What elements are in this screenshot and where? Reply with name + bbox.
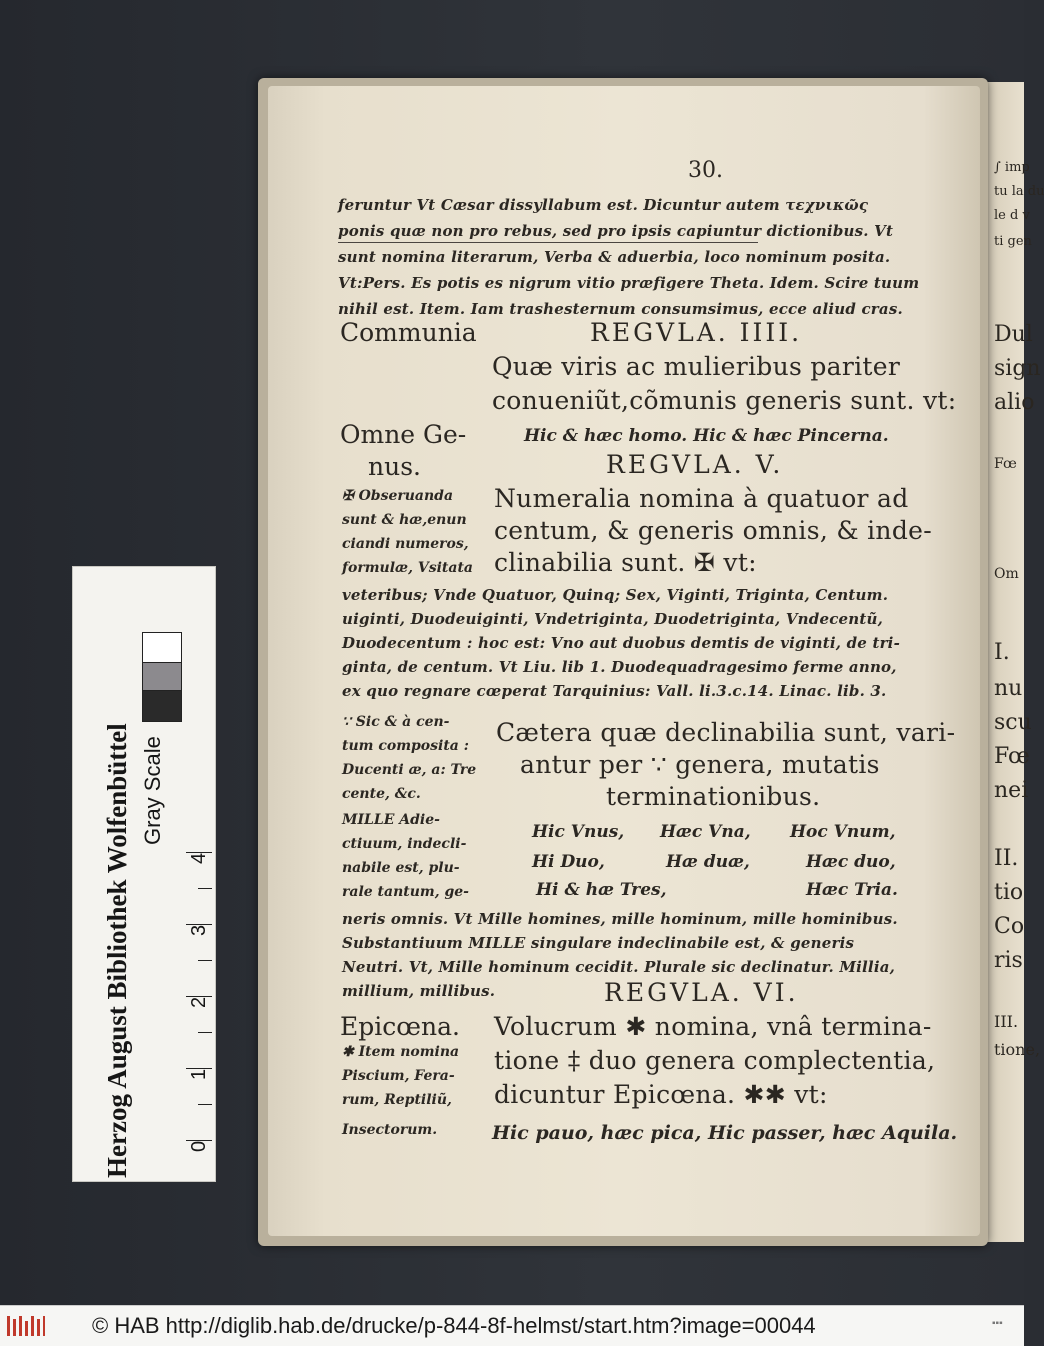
next-page-line: alio <box>994 390 1035 415</box>
ruler-number: 2 <box>188 996 210 1008</box>
next-page-line: tio <box>994 880 1024 905</box>
gray-swatch-white <box>142 632 182 664</box>
next-page-line: Fœ <box>994 744 1030 769</box>
ruler-tick <box>198 1104 212 1105</box>
handwritten-underline <box>338 242 758 243</box>
text-line: nihil est. Item. Iam trashesternum consumsimus, ecce aliud cras. <box>338 300 903 318</box>
declension-cell: Hi & hæ Tres, <box>536 880 667 900</box>
ruler-tick <box>198 1032 212 1033</box>
footer-mark: ▪▪▪ <box>992 1318 1003 1329</box>
text-line: Substantiuum MILLE singulare indeclinabile est, & generis <box>342 934 855 952</box>
regula-heading: REGVLA. V. <box>606 450 784 479</box>
declension-cell: Hoc Vnum, <box>790 822 896 842</box>
margin-heading-epicoena: Epicœna. <box>340 1012 460 1041</box>
ruler-tick <box>198 888 212 889</box>
next-page-line: ∫ imp <box>994 160 1030 175</box>
margin-note: ✱ Item nomina <box>342 1044 460 1060</box>
margin-note: Piscium, Fera- <box>342 1068 455 1084</box>
text-line: Cætera quæ declinabilia sunt, vari- <box>496 718 956 747</box>
next-page-line: III. <box>994 1012 1019 1031</box>
text-line: ginta, de centum. Vt Liu. lib 1. Duodequadragesimo ferme anno, <box>342 658 897 676</box>
text-line: clinabilia sunt. ✠ vt: <box>494 548 757 577</box>
gray-swatch-mid <box>142 662 182 692</box>
margin-note: rale tantum, ge- <box>342 884 469 900</box>
margin-note: formulæ, Vsitata <box>342 560 473 576</box>
text-line: Duodecentum : hoc est: Vno aut duobus demtis de viginti, de tri- <box>342 634 901 652</box>
margin-note: tum composita : <box>342 738 469 754</box>
margin-heading-omne-genus: nus. <box>368 452 421 481</box>
ruler-gray-scale-label: Gray Scale <box>140 736 165 845</box>
text-line: conueniũt,cõmunis generis sunt. vt: <box>492 386 957 415</box>
text-line: millium, millibus. <box>342 982 496 1000</box>
ruler-number: 0 <box>188 1140 210 1152</box>
margin-note: ciandi numeros, <box>342 536 469 552</box>
declension-cell: Hæc Vna, <box>660 822 751 842</box>
margin-note: Ducenti æ, a: Tre <box>342 762 477 778</box>
next-page-line: le d v <box>994 208 1030 223</box>
footer-copyright-link[interactable]: © HAB http://diglib.hab.de/drucke/p-844-8f-helmst/start.htm?image=00044 <box>92 1313 816 1338</box>
text-line: sunt nomina literarum, Verba & aduerbia, loco nominum posita. <box>338 248 891 266</box>
ruler-tick <box>198 960 212 961</box>
next-page-line: nei <box>994 778 1029 803</box>
text-line: Neutri. Vt, Mille hominum cecidit. Plurale sic declinatur. Millia, <box>342 958 896 976</box>
next-page-line: ris <box>994 948 1023 973</box>
gray-swatch-black <box>142 690 182 722</box>
declension-cell: Hæc Tria. <box>806 880 898 900</box>
ruler-number: 3 <box>188 924 210 936</box>
margin-heading-omne-genus: Omne Ge- <box>340 420 467 449</box>
footer-bar <box>0 1305 1024 1346</box>
regula-heading: REGVLA. IIII. <box>590 318 803 347</box>
margin-note: cente, &c. <box>342 786 421 802</box>
margin-note: ∵ Sic & à cen- <box>342 714 450 730</box>
margin-note: ctiuum, indecli- <box>342 836 467 852</box>
text-line: feruntur Vt Cæsar dissyllabum est. Dicuntur autem τεχνικῶς <box>338 196 869 214</box>
next-page-line: nu <box>994 676 1023 701</box>
margin-note: nabile est, plu- <box>342 860 460 876</box>
next-page-line: II. <box>994 846 1019 871</box>
text-line: veteribus; Vnde Quatuor, Quinq; Sex, Viginti, Triginta, Centum. <box>342 586 889 604</box>
text-line: Quæ viris ac mulieribus pariter <box>492 352 901 381</box>
text-line: dicuntur Epicœna. ✱✱ vt: <box>494 1080 828 1109</box>
ruler-title: Herzog August Bibliothek Wolfenbüttel <box>102 723 132 1178</box>
ruler-number: 4 <box>188 852 210 864</box>
margin-note: Insectorum. <box>342 1122 438 1138</box>
margin-note: sunt & hæ,enun <box>342 512 467 528</box>
next-page-line: tu la du <box>994 184 1044 199</box>
page-number: 30. <box>688 158 723 183</box>
regula-heading: REGVLA. VI. <box>604 978 799 1007</box>
text-line: neris omnis. Vt Mille homines, mille hominum, mille hominibus. <box>342 910 898 928</box>
next-page-line: sign <box>994 356 1041 381</box>
text-line: Numeralia nomina à quatuor ad <box>494 484 909 513</box>
text-line: terminationibus. <box>606 782 821 811</box>
next-page-line: Dul <box>994 322 1033 347</box>
margin-note: MILLE Adie- <box>342 812 440 828</box>
ruler-number: 1 <box>188 1068 210 1080</box>
next-page-line: I. <box>994 640 1010 665</box>
text-line: tione ‡ duo genera complectentia, <box>494 1046 936 1075</box>
example-line: Hic & hæc homo. Hic & hæc Pincerna. <box>524 426 889 446</box>
text-line: Volucrum ✱ nomina, vnâ termina- <box>494 1012 932 1041</box>
next-page-line: Fœ <box>994 456 1017 472</box>
next-page-line: scu <box>994 710 1032 735</box>
text-line: centum, & generis omnis, & inde- <box>494 516 932 545</box>
next-page-line: Om <box>994 566 1019 582</box>
declension-cell: Hæc duo, <box>806 852 896 872</box>
text-line: uiginti, Duodeuiginti, Vndetriginta, Duodetriginta, Vndecentũ, <box>342 610 884 628</box>
margin-heading-communia: Communia <box>340 318 477 347</box>
hab-logo-icon <box>6 1314 46 1338</box>
next-page-line: tione, <box>994 1040 1041 1059</box>
declension-cell: Hic Vnus, <box>532 822 625 842</box>
text-line: Vt:Pers. Es potis es nigrum vitio præfigere Theta. Idem. Scire tuum <box>338 274 920 292</box>
margin-note: ✠ Obseruanda <box>342 488 454 504</box>
example-line: Hic pauo, hæc pica, Hic passer, hæc Aquila. <box>492 1122 958 1144</box>
next-page-line: Co <box>994 914 1025 939</box>
text-line: ponis quæ non pro rebus, sed pro ipsis capiuntur dictionibus. Vt <box>338 222 894 240</box>
text-line: antur per ∵ genera, mutatis <box>520 750 880 779</box>
next-page-line: ti gen <box>994 234 1032 249</box>
text-line: ex quo regnare cœperat Tarquinius: Vall. li.3.c.14. Linac. lib. 3. <box>342 682 887 700</box>
margin-note: rum, Reptiliũ, <box>342 1092 452 1108</box>
declension-cell: Hi Duo, <box>532 852 605 872</box>
declension-cell: Hæ duæ, <box>666 852 750 872</box>
